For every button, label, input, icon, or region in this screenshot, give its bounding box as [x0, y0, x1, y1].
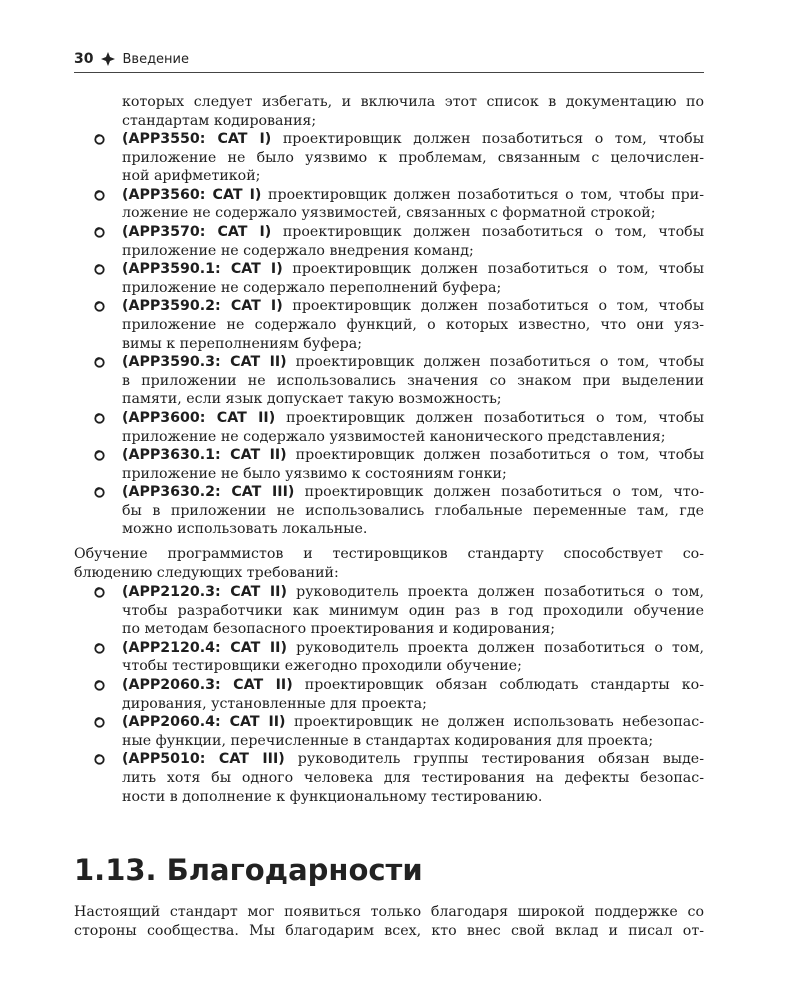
text-line: [122, 353, 704, 372]
text-line: памяти, если язык допускает такую возможность;: [122, 391, 502, 408]
text-line: чтобы тестировщики ежегодно проходили обучение;: [122, 658, 522, 675]
bullet-icon: [94, 643, 105, 654]
ornament-icon: [101, 52, 115, 66]
text-line: [122, 676, 704, 695]
text-line: приложение не было уязвимо к проблемам, связанным с целочислен-: [122, 149, 704, 166]
list-item: [74, 583, 704, 639]
text-line: по методам безопасного проектирования и кодирования;: [122, 621, 555, 638]
requirement-text: проектировщик должен позаботиться о том, чтобы: [271, 223, 704, 240]
running-header: [74, 50, 704, 68]
text-line: вимы к переполнениям буфера;: [122, 335, 362, 352]
header-section-title: Введение: [122, 51, 189, 67]
text-line: блюдению следующих требований:: [74, 564, 339, 581]
text-line: [122, 260, 704, 279]
list-item: [74, 353, 704, 409]
requirement-code: (APP3590.1: CAT I): [122, 261, 283, 278]
text-line: [122, 583, 704, 602]
requirement-text: проектировщик должен позаботиться о том, чтобы: [282, 298, 705, 315]
requirement-code: (APP3550: CAT I): [122, 131, 272, 147]
requirement-code: (APP3560: CAT I): [122, 186, 262, 203]
requirement-text: руководитель проекта должен позаботиться о том,: [286, 639, 704, 656]
requirement-text: проектировщик не должен использовать небезопас-: [285, 714, 704, 731]
requirement-code: (APP2060.4: CAT II): [122, 714, 286, 731]
text-line: приложение не содержало внедрения команд;: [122, 242, 474, 259]
requirement-text: проектировщик должен позаботиться о том, чтобы: [286, 354, 704, 371]
text-line: [122, 186, 704, 205]
text-line: [122, 713, 704, 732]
bullet-icon: [94, 754, 105, 765]
text-line: [122, 750, 704, 769]
text-line: ные функции, перечисленные в стандартах кодирования для проекта;: [122, 732, 654, 749]
page-number: 30: [74, 51, 94, 67]
text-line: Обучение программистов и тестировщиков стандарту способствует со-: [74, 546, 704, 562]
text-line: дирования, установленные для проекта;: [122, 695, 427, 712]
text-line: чтобы разработчики как минимум один раз в год проходили обучение: [122, 602, 704, 619]
text-line: ной арифметикой;: [122, 168, 261, 185]
requirement-text: проектировщик должен позаботиться о том, чтобы при-: [261, 186, 704, 203]
bullet-icon: [94, 134, 105, 145]
requirement-code: (APP3630.1: CAT II): [122, 447, 287, 464]
text-line: в приложении не использовались значения со знаком при выделении: [122, 372, 704, 389]
header-rule: [74, 72, 704, 73]
requirement-text: руководитель группы тестирования обязан выде-: [284, 751, 704, 768]
bullet-icon: [94, 680, 105, 691]
bullet-icon: [94, 227, 105, 238]
text-line: [122, 130, 704, 149]
text-line: лить хотя бы одного человека для тестирования на дефекты безопас-: [122, 769, 704, 786]
bullet-icon: [94, 190, 105, 201]
text-line: стороны сообщества. Мы благодарим всех, кто внес свой вклад и писал от-: [74, 922, 704, 939]
requirement-code: (APP3590.2: CAT I): [122, 298, 283, 315]
requirement-text: руководитель проекта должен позаботиться о том,: [286, 584, 704, 600]
text-line: [122, 639, 704, 658]
requirement-code: (APP2120.4: CAT II): [122, 639, 287, 656]
bullet-icon: [94, 717, 105, 728]
text-line: приложение не содержало переполнений буфера;: [122, 279, 502, 296]
bullet-icon: [94, 450, 105, 461]
paragraph-acknowledgements: [74, 903, 704, 940]
text-line: [122, 409, 704, 428]
paragraph-training: [74, 545, 704, 582]
bullet-icon: [94, 264, 105, 275]
list-continuation: [122, 93, 704, 130]
text-line: Настоящий стандарт мог появиться только благодаря широкой поддержке со: [74, 904, 704, 920]
bullet-icon: [94, 301, 105, 312]
requirement-text: проектировщик должен позаботиться о том, чтобы: [271, 131, 704, 147]
text-line: [122, 483, 704, 502]
text-line: можно использовать локальные.: [122, 521, 368, 538]
text-line: которых следует избегать, и включила этот список в документацию по: [122, 94, 704, 110]
text-line: стандартам кодирования;: [122, 112, 317, 129]
requirement-code: (APP2060.3: CAT II): [122, 676, 293, 693]
requirement-text: проектировщик должен позаботиться о том, чтобы: [275, 409, 705, 426]
requirements-list-1: [74, 130, 704, 539]
text-line: бы в приложении не использовались глобальные переменные там, где: [122, 502, 704, 519]
text-line: [122, 446, 704, 465]
list-item: [74, 713, 704, 750]
requirement-code: (APP3600: CAT II): [122, 409, 276, 426]
text-line: приложение не было уязвимо к состояниям гонки;: [122, 465, 507, 482]
bullet-icon: [94, 357, 105, 368]
bullet-icon: [94, 587, 105, 598]
list-item: [74, 223, 704, 260]
list-item: [74, 297, 704, 353]
text-line: приложение не содержало уязвимостей канонического представления;: [122, 428, 666, 445]
requirement-code: (APP2120.3: CAT II): [122, 584, 287, 600]
list-item: [74, 483, 704, 539]
list-item: [74, 130, 704, 186]
requirement-text: проектировщик обязан соблюдать стандарты ко-: [292, 676, 705, 693]
requirement-code: (APP3630.2: CAT III): [122, 484, 295, 501]
list-item: [74, 676, 704, 713]
requirement-text: проектировщик должен позаботиться о том, чтобы: [282, 261, 705, 278]
requirement-code: (APP5010: CAT III): [122, 751, 285, 768]
requirements-list-2: [74, 583, 704, 806]
requirement-code: (APP3590.3: CAT II): [122, 354, 287, 371]
requirement-text: проектировщик должен позаботиться о том, что-: [294, 484, 704, 501]
list-item: [74, 186, 704, 223]
section-heading: 1.13. Благодарности: [74, 853, 423, 887]
text-line: ности в дополнение к функциональному тестированию.: [122, 788, 543, 805]
text-line: ложение не содержало уязвимостей, связанных с форматной строкой;: [122, 205, 656, 222]
list-item: [74, 446, 704, 483]
bullet-icon: [94, 487, 105, 498]
requirement-text: проектировщик должен позаботиться о том, чтобы: [286, 447, 704, 464]
requirement-code: (APP3570: CAT I): [122, 223, 272, 240]
list-item: [74, 260, 704, 297]
text-line: приложение не содержало функций, о которых известно, что они уяз-: [122, 316, 704, 333]
list-item: [74, 409, 704, 446]
list-item: [74, 639, 704, 676]
text-line: [122, 223, 704, 242]
text-line: [122, 297, 704, 316]
list-item: [74, 750, 704, 806]
bullet-icon: [94, 413, 105, 424]
